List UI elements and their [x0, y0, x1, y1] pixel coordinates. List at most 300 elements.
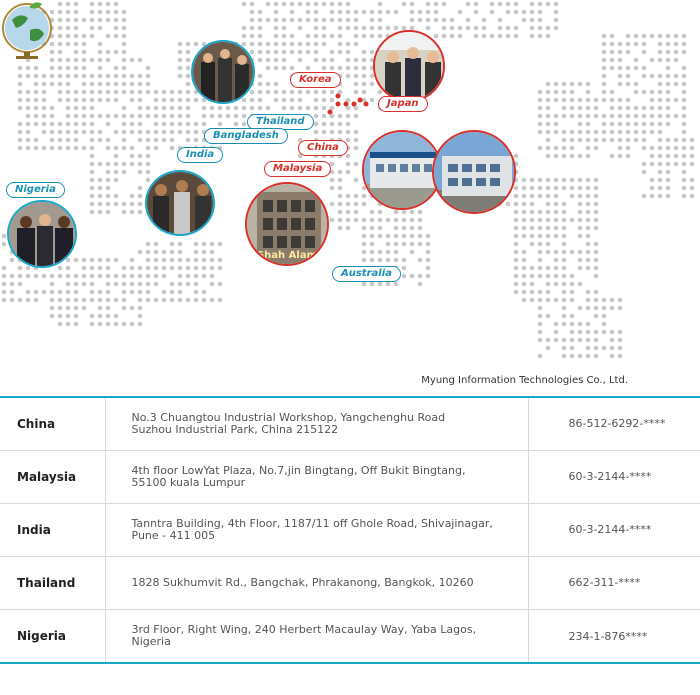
map-dot [586, 306, 591, 311]
map-dot [418, 274, 423, 279]
map-dot [274, 42, 279, 47]
map-dot [578, 322, 583, 327]
map-dot [530, 234, 535, 239]
map-dot [522, 226, 527, 231]
map-dot [554, 122, 559, 127]
map-dot [162, 138, 167, 143]
office-address [105, 609, 528, 663]
photo-shah-alam-office [245, 182, 329, 266]
map-dot [426, 250, 431, 255]
map-dot [122, 106, 127, 111]
map-dot [170, 90, 175, 95]
map-dot [66, 282, 71, 287]
map-dot [90, 34, 95, 39]
map-dot [98, 178, 103, 183]
map-dot [98, 42, 103, 47]
map-dot [618, 346, 623, 351]
map-dot [586, 226, 591, 231]
map-dot [594, 354, 599, 359]
map-dot [434, 10, 439, 15]
map-dot [186, 58, 191, 63]
map-dot [290, 106, 295, 111]
map-dot [570, 346, 575, 351]
map-dot [90, 210, 95, 215]
map-dot [170, 130, 175, 135]
map-dot [306, 66, 311, 71]
map-dot [114, 74, 119, 79]
map-dot [194, 274, 199, 279]
map-dot [42, 146, 47, 151]
map-dot [66, 82, 71, 87]
map-dot [290, 2, 295, 7]
map-dot [586, 146, 591, 151]
map-dot [666, 98, 671, 103]
map-dot [74, 274, 79, 279]
map-dot [282, 2, 287, 7]
map-dot [346, 138, 351, 143]
map-dot [178, 298, 183, 303]
map-dot [338, 218, 343, 223]
map-dot [338, 194, 343, 199]
map-dot [298, 98, 303, 103]
map-dot [658, 98, 663, 103]
map-dot [370, 18, 375, 23]
map-dot [338, 226, 343, 231]
map-dot [234, 106, 239, 111]
map-dot [594, 138, 599, 143]
map-dot [106, 210, 111, 215]
map-dot [146, 114, 151, 119]
map-dot [346, 42, 351, 47]
map-dot [522, 18, 527, 23]
map-dot [594, 242, 599, 247]
map-dot [26, 138, 31, 143]
office-phone: 60-3-2144-**** [528, 503, 700, 556]
map-dot [570, 290, 575, 295]
map-dot [418, 226, 423, 231]
map-dot [514, 186, 519, 191]
map-dot [122, 66, 127, 71]
map-dot [322, 18, 327, 23]
map-dot [602, 138, 607, 143]
map-dot [650, 90, 655, 95]
map-dot [634, 114, 639, 119]
map-dot [562, 202, 567, 207]
map-dot [298, 58, 303, 63]
map-dot [514, 218, 519, 223]
map-dot [522, 250, 527, 255]
map-dot [570, 322, 575, 327]
map-dot [298, 18, 303, 23]
map-dot [682, 146, 687, 151]
map-dot [258, 18, 263, 23]
map-dot [314, 26, 319, 31]
map-dot [330, 66, 335, 71]
map-dot [50, 122, 55, 127]
map-dot [666, 194, 671, 199]
map-dot [658, 58, 663, 63]
office-address-line1: Tanntra Building, 4th Floor, 1187/11 off Ghole Road, Shivajinagar, [131, 516, 493, 530]
map-dot [650, 74, 655, 79]
map-dot [690, 194, 695, 199]
map-dot [546, 234, 551, 239]
map-dot [394, 226, 399, 231]
map-dot [114, 274, 119, 279]
map-dot [650, 58, 655, 63]
map-dot [66, 114, 71, 119]
map-dot [610, 42, 615, 47]
map-dot [618, 58, 623, 63]
map-dot [178, 98, 183, 103]
map-dot [34, 146, 39, 151]
map-dot [626, 138, 631, 143]
map-dot [114, 2, 119, 7]
map-dot [66, 26, 71, 31]
map-dot [162, 106, 167, 111]
map-dot [106, 98, 111, 103]
map-dot [666, 162, 671, 167]
map-dot [266, 106, 271, 111]
map-dot [634, 42, 639, 47]
map-dot [650, 114, 655, 119]
map-dot [562, 298, 567, 303]
map-dot [26, 98, 31, 103]
map-dot [402, 2, 407, 7]
map-dot [298, 2, 303, 7]
map-dot [314, 130, 319, 135]
map-dot [634, 106, 639, 111]
map-dot [562, 178, 567, 183]
map-dot [610, 154, 615, 159]
map-dot [330, 34, 335, 39]
map-dot [58, 274, 63, 279]
map-dot [594, 258, 599, 263]
map-dot [90, 114, 95, 119]
map-dot [202, 266, 207, 271]
map-dot [50, 66, 55, 71]
map-dot [554, 18, 559, 23]
map-dot [106, 194, 111, 199]
map-dot [554, 266, 559, 271]
map-dot [122, 290, 127, 295]
map-dot [322, 26, 327, 31]
map-dot [586, 82, 591, 87]
map-dot [242, 122, 247, 127]
map-dot [18, 122, 23, 127]
map-dot [338, 186, 343, 191]
map-dot [546, 346, 551, 351]
map-dot [426, 2, 431, 7]
map-dot [178, 74, 183, 79]
map-dot [98, 258, 103, 263]
map-dot [506, 34, 511, 39]
map-dot [218, 242, 223, 247]
map-dot [650, 178, 655, 183]
photo-japan-office [373, 30, 445, 102]
map-dot [210, 266, 215, 271]
map-dot [354, 210, 359, 215]
map-dot [378, 210, 383, 215]
map-dot [138, 90, 143, 95]
map-dot [594, 314, 599, 319]
map-dot [546, 138, 551, 143]
map-dot [682, 82, 687, 87]
map-dot [26, 130, 31, 135]
map-dot [90, 282, 95, 287]
map-dot [474, 2, 479, 7]
map-dot [226, 106, 231, 111]
map-dot [354, 58, 359, 63]
map-dot [74, 106, 79, 111]
map-dot [58, 10, 63, 15]
map-dot [18, 82, 23, 87]
map-dot [106, 58, 111, 63]
korea-japan-dot [364, 102, 369, 107]
map-dot [74, 42, 79, 47]
map-dot [130, 202, 135, 207]
map-dot [570, 194, 575, 199]
map-dot [42, 98, 47, 103]
map-dot [186, 114, 191, 119]
map-dot [170, 290, 175, 295]
map-dot [682, 154, 687, 159]
map-dot [562, 114, 567, 119]
map-dot [18, 90, 23, 95]
map-dot [146, 242, 151, 247]
map-dot [146, 90, 151, 95]
map-dot [586, 290, 591, 295]
map-dot [682, 74, 687, 79]
map-dot [58, 298, 63, 303]
map-dot [370, 10, 375, 15]
map-dot [178, 114, 183, 119]
map-dot [98, 274, 103, 279]
map-dot [578, 250, 583, 255]
map-dot [626, 66, 631, 71]
map-dot [546, 114, 551, 119]
map-dot [602, 306, 607, 311]
map-dot [378, 10, 383, 15]
map-dot [186, 258, 191, 263]
map-dot [82, 42, 87, 47]
map-dot [674, 82, 679, 87]
map-dot [2, 274, 7, 279]
map-dot [610, 98, 615, 103]
map-dot [202, 290, 207, 295]
map-dot [74, 34, 79, 39]
map-dot [522, 210, 527, 215]
map-dot [482, 18, 487, 23]
map-dot [586, 194, 591, 199]
map-dot [506, 10, 511, 15]
map-dot [138, 106, 143, 111]
map-dot [682, 98, 687, 103]
map-dot [378, 282, 383, 287]
map-dot [354, 66, 359, 71]
map-dot [562, 282, 567, 287]
map-dot [106, 2, 111, 7]
map-dot [138, 154, 143, 159]
map-dot [570, 298, 575, 303]
map-dot [610, 114, 615, 119]
map-dot [554, 178, 559, 183]
map-dot [594, 210, 599, 215]
map-dot [130, 162, 135, 167]
map-dot [610, 34, 615, 39]
map-dot [362, 218, 367, 223]
map-dot [170, 242, 175, 247]
map-dot [154, 242, 159, 247]
map-dot [394, 250, 399, 255]
map-dot [586, 242, 591, 247]
map-dot [578, 330, 583, 335]
map-dot [114, 178, 119, 183]
map-dot [274, 50, 279, 55]
map-dot [690, 162, 695, 167]
map-dot [562, 82, 567, 87]
map-dot [122, 138, 127, 143]
map-dot [418, 242, 423, 247]
map-dot [258, 34, 263, 39]
map-dot [138, 138, 143, 143]
map-dot [154, 266, 159, 271]
map-dot [74, 74, 79, 79]
map-dot [514, 266, 519, 271]
map-dot [106, 138, 111, 143]
office-address [105, 503, 528, 556]
map-dot [218, 298, 223, 303]
map-dot [586, 298, 591, 303]
map-dot [442, 2, 447, 7]
map-dot [66, 34, 71, 39]
map-dot [538, 218, 543, 223]
map-dot [106, 306, 111, 311]
map-dot [210, 298, 215, 303]
map-dot [354, 82, 359, 87]
map-dot [74, 50, 79, 55]
map-dot [194, 282, 199, 287]
map-dot [218, 122, 223, 127]
map-dot [74, 114, 79, 119]
map-dot [282, 42, 287, 47]
map-dot [666, 74, 671, 79]
map-dot [218, 282, 223, 287]
map-dot [666, 178, 671, 183]
map-dot [626, 74, 631, 79]
map-dot [546, 338, 551, 343]
map-dot [58, 90, 63, 95]
map-dot [90, 26, 95, 31]
map-dot [34, 122, 39, 127]
map-dot [546, 2, 551, 7]
map-dot [378, 234, 383, 239]
map-dot [258, 74, 263, 79]
map-dot [650, 162, 655, 167]
map-dot [666, 170, 671, 175]
map-dot [178, 122, 183, 127]
map-dot [18, 266, 23, 271]
map-dot [562, 138, 567, 143]
map-dot [290, 18, 295, 23]
map-dot [682, 122, 687, 127]
map-dot [634, 66, 639, 71]
map-dot [554, 330, 559, 335]
map-dot [554, 186, 559, 191]
map-dot [546, 154, 551, 159]
map-dot [74, 2, 79, 7]
map-dot [186, 274, 191, 279]
map-dot [122, 162, 127, 167]
map-dot [682, 42, 687, 47]
map-dot [130, 194, 135, 199]
map-dot [642, 74, 647, 79]
map-dot [586, 202, 591, 207]
map-dot [282, 106, 287, 111]
map-dot [514, 258, 519, 263]
office-row [0, 556, 700, 609]
map-dot [74, 98, 79, 103]
map-dot [594, 266, 599, 271]
map-dot [330, 18, 335, 23]
map-dot [186, 122, 191, 127]
map-dot [538, 114, 543, 119]
map-dot [578, 338, 583, 343]
map-dot [106, 146, 111, 151]
map-dot [554, 146, 559, 151]
map-dot [114, 114, 119, 119]
map-dot [666, 154, 671, 159]
map-dot [98, 74, 103, 79]
map-dot [658, 170, 663, 175]
map-dot [482, 34, 487, 39]
map-dot [98, 50, 103, 55]
map-dot [218, 266, 223, 271]
map-dot [58, 18, 63, 23]
map-dot [346, 66, 351, 71]
map-dot [410, 242, 415, 247]
office-country: Thailand [0, 556, 105, 609]
map-dot [418, 282, 423, 287]
map-dot [570, 354, 575, 359]
map-dot [98, 10, 103, 15]
map-dot [130, 74, 135, 79]
map-dot [26, 290, 31, 295]
map-dot [650, 186, 655, 191]
map-dot [90, 202, 95, 207]
map-dot [50, 106, 55, 111]
korea-japan-dot [344, 102, 349, 107]
map-dot [26, 122, 31, 127]
map-dot [530, 26, 535, 31]
map-dot [618, 146, 623, 151]
map-dot [378, 26, 383, 31]
map-dot [18, 146, 23, 151]
map-dot [346, 50, 351, 55]
map-dot [610, 298, 615, 303]
map-dot [162, 290, 167, 295]
map-dot [90, 122, 95, 127]
map-dot [594, 250, 599, 255]
map-dot [18, 130, 23, 135]
map-dot [266, 50, 271, 55]
map-dot [570, 250, 575, 255]
map-dot [290, 98, 295, 103]
map-dot [314, 2, 319, 7]
label-korea: Korea [290, 72, 341, 88]
map-dot [106, 322, 111, 327]
map-dot [154, 98, 159, 103]
map-dot [578, 258, 583, 263]
